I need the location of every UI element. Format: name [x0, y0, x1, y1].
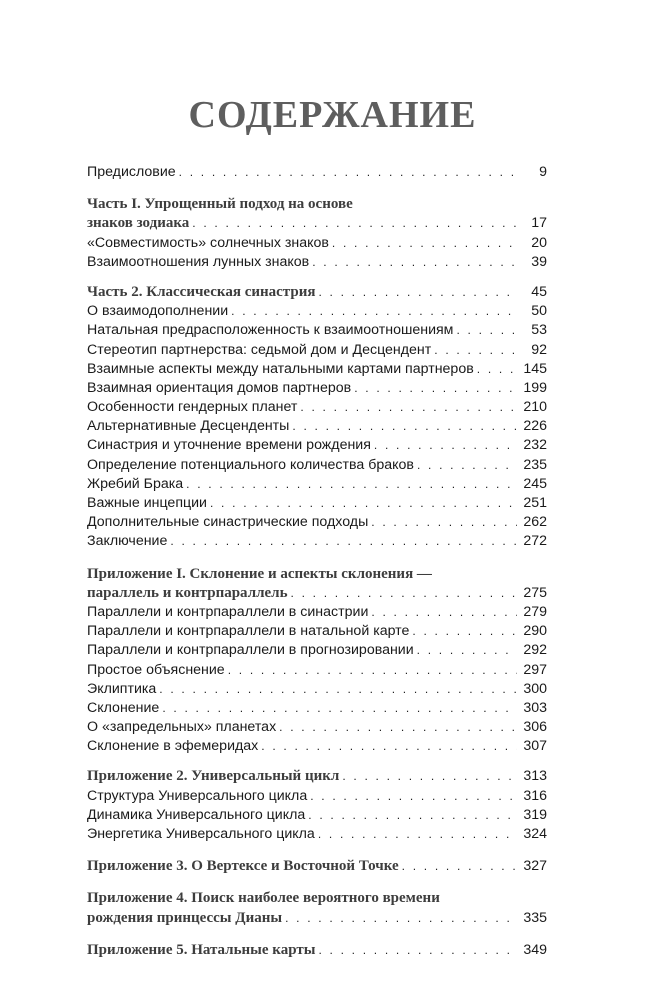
page-title: СОДЕРЖАНИЕ — [188, 94, 477, 136]
toc-entry-page: 327 — [523, 858, 547, 875]
dot-leader — [170, 532, 517, 551]
toc-entry-label: Определение потенциального количества браков — [87, 456, 414, 473]
toc-entry — [87, 787, 547, 806]
toc-entry-page: 199 — [523, 379, 547, 396]
toc-entry — [87, 360, 547, 379]
toc-entry — [87, 718, 547, 737]
dot-leader — [417, 641, 517, 660]
toc-entry — [87, 302, 547, 321]
toc-entry-label: Параллели и контрпараллели в натальной карте — [87, 623, 410, 640]
dot-leader — [300, 398, 517, 417]
toc-entry — [87, 661, 547, 680]
toc-entry-page: 297 — [523, 661, 547, 678]
toc-entry-label: Взаимные аспекты между натальными картами партнеров — [87, 360, 474, 377]
toc-entry-label: Приложение 2. Универсальный цикл — [87, 768, 340, 785]
toc-entry-page: 210 — [523, 399, 547, 416]
toc-entry-page: 245 — [523, 475, 547, 492]
toc-entry-page: 45 — [531, 283, 547, 300]
toc-entry-page: 319 — [523, 806, 547, 823]
toc-entry-label: Структура Универсального цикла — [87, 787, 308, 804]
toc-entry-page: 307 — [523, 738, 547, 755]
toc-section-heading — [87, 214, 547, 233]
toc-entry-label: «Совместимость» солнечных знаков — [87, 234, 329, 251]
dot-leader — [371, 603, 517, 622]
toc-entry-page: 313 — [523, 768, 547, 785]
toc-entry — [87, 436, 547, 455]
dot-leader — [412, 622, 517, 641]
toc-entry-label: Важные инцепции — [87, 495, 207, 511]
toc-entry — [87, 532, 547, 551]
toc-entry-page: 316 — [523, 787, 547, 804]
toc-entry — [87, 341, 547, 360]
dot-leader — [318, 941, 517, 960]
toc-entry-label: Особенности гендерных планет — [87, 399, 298, 416]
toc-entry-page: 251 — [523, 495, 547, 511]
dot-leader — [371, 513, 517, 532]
toc-section-heading — [87, 584, 547, 603]
toc-entry-label: Синастрия и уточнение времени рождения — [87, 437, 371, 454]
dot-leader — [186, 475, 517, 494]
dot-leader — [374, 436, 517, 455]
toc-section-heading-line: Приложение I. Склонение и аспекты склонения — — [87, 565, 432, 582]
toc-entry-page: 292 — [523, 642, 547, 659]
dot-leader — [192, 214, 517, 233]
dot-leader — [292, 417, 517, 436]
toc-entry-page: 92 — [531, 341, 547, 358]
dot-leader — [342, 767, 517, 786]
toc-entry-label: Предисловие — [87, 164, 176, 180]
toc-entry-label: параллель и контрпараллель — [87, 584, 288, 601]
dot-leader — [354, 379, 517, 398]
dot-leader — [402, 857, 517, 876]
toc-entry-label: Альтернативные Десценденты — [87, 418, 290, 435]
toc-entry — [87, 234, 547, 253]
toc-entry — [87, 622, 547, 641]
toc-entry-page: 9 — [539, 164, 547, 180]
toc-section-heading — [87, 283, 547, 302]
toc-entry-page: 275 — [523, 584, 547, 601]
toc-entry-label: Параллели и контрпараллели в синастрии — [87, 603, 369, 620]
toc-entry — [87, 475, 547, 494]
toc-entry — [87, 456, 547, 475]
toc-entry — [87, 253, 547, 272]
toc-entry-page: 17 — [531, 215, 547, 232]
dot-leader — [228, 661, 517, 680]
toc-entry-page: 349 — [523, 941, 547, 958]
toc-entry — [87, 417, 547, 436]
toc-section-heading — [87, 909, 547, 928]
toc-entry — [87, 321, 547, 340]
toc-entry-page: 300 — [523, 680, 547, 697]
dot-leader — [434, 341, 517, 360]
table-of-contents — [87, 163, 547, 960]
toc-entry-page: 324 — [523, 826, 547, 842]
dot-leader — [308, 806, 517, 825]
dot-leader — [279, 718, 517, 737]
toc-entry-page: 232 — [523, 437, 547, 454]
toc-entry — [87, 825, 547, 844]
toc-entry-page: 145 — [523, 360, 547, 377]
toc-entry-page: 303 — [523, 699, 547, 716]
toc-entry-page: 262 — [523, 514, 547, 531]
dot-leader — [285, 909, 517, 928]
toc-entry-label: Параллели и контрпараллели в прогнозировании — [87, 642, 414, 659]
toc-entry-label: Взаимная ориентация домов партнеров — [87, 379, 352, 396]
toc-entry-label: О «запредельных» планетах — [87, 719, 277, 736]
toc-entry-page: 235 — [523, 456, 547, 473]
toc-entry-page: 226 — [523, 418, 547, 435]
toc-entry — [87, 699, 547, 718]
toc-entry-page: 279 — [523, 603, 547, 620]
toc-entry-label: Натальная предрасположенность к взаимоотношениям — [87, 322, 454, 339]
dot-leader — [318, 283, 517, 302]
toc-entry-page: 50 — [531, 303, 547, 320]
dot-leader — [332, 234, 517, 253]
toc-entry-label: Стереотип партнерства: седьмой дом и Десцендент — [87, 341, 432, 358]
toc-entry-label: Простое объяснение — [87, 661, 225, 678]
toc-entry — [87, 806, 547, 825]
toc-entry — [87, 603, 547, 622]
toc-entry-label: Взаимоотношения лунных знаков — [87, 253, 310, 270]
toc-entry-page: 335 — [523, 909, 547, 926]
toc-entry — [87, 379, 547, 398]
toc-entry — [87, 494, 547, 513]
toc-entry-page: 272 — [523, 533, 547, 550]
toc-section-heading — [87, 767, 547, 786]
dot-leader — [210, 494, 517, 513]
dot-leader — [159, 680, 517, 699]
dot-leader — [179, 163, 517, 182]
toc-entry-page: 306 — [523, 719, 547, 736]
toc-entry-label: Приложение 3. О Вертексе и Восточной Точке — [87, 858, 399, 875]
toc-section-heading-line: Часть I. Упрощенный подход на основе — [87, 196, 353, 213]
toc-entry-label: Часть 2. Классическая синастрия — [87, 283, 316, 300]
dot-leader — [318, 825, 517, 844]
toc-entry — [87, 398, 547, 417]
toc-section-heading — [87, 941, 547, 960]
toc-entry-label: Склонение — [87, 699, 160, 716]
toc-entry — [87, 641, 547, 660]
toc-section-heading — [87, 857, 547, 876]
dot-leader — [291, 584, 517, 603]
toc-entry — [87, 163, 547, 182]
dot-leader — [162, 699, 517, 718]
toc-entry-label: рождения принцессы Дианы — [87, 909, 283, 926]
toc-entry-label: Динамика Универсального цикла — [87, 806, 306, 823]
toc-entry-label: Заключение — [87, 533, 168, 550]
toc-entry-page: 290 — [523, 623, 547, 640]
toc-entry-label: Энергетика Универсального цикла — [87, 826, 315, 842]
dot-leader — [231, 302, 517, 321]
dot-leader — [310, 787, 517, 806]
dot-leader — [456, 321, 517, 340]
dot-leader — [261, 737, 517, 756]
toc-entry — [87, 680, 547, 699]
toc-entry-page: 53 — [531, 322, 547, 339]
toc-entry-label: О взаимодополнении — [87, 303, 229, 320]
toc-entry-page: 39 — [531, 253, 547, 270]
toc-entry-label: Эклиптика — [87, 680, 157, 697]
toc-entry-page: 20 — [531, 234, 547, 251]
toc-entry-label: знаков зодиака — [87, 215, 190, 232]
dot-leader — [312, 253, 517, 272]
toc-entry — [87, 737, 547, 756]
toc-entry-label: Склонение в эфемеридах — [87, 738, 259, 755]
toc-entry-label: Приложение 5. Натальные карты — [87, 941, 316, 958]
toc-section-heading-line: Приложение 4. Поиск наиболее вероятного времени — [87, 890, 440, 907]
toc-entry-label: Дополнительные синастрические подходы — [87, 514, 369, 531]
dot-leader — [477, 360, 517, 379]
toc-entry — [87, 513, 547, 532]
dot-leader — [417, 456, 517, 475]
toc-entry-label: Жребий Брака — [87, 475, 184, 492]
